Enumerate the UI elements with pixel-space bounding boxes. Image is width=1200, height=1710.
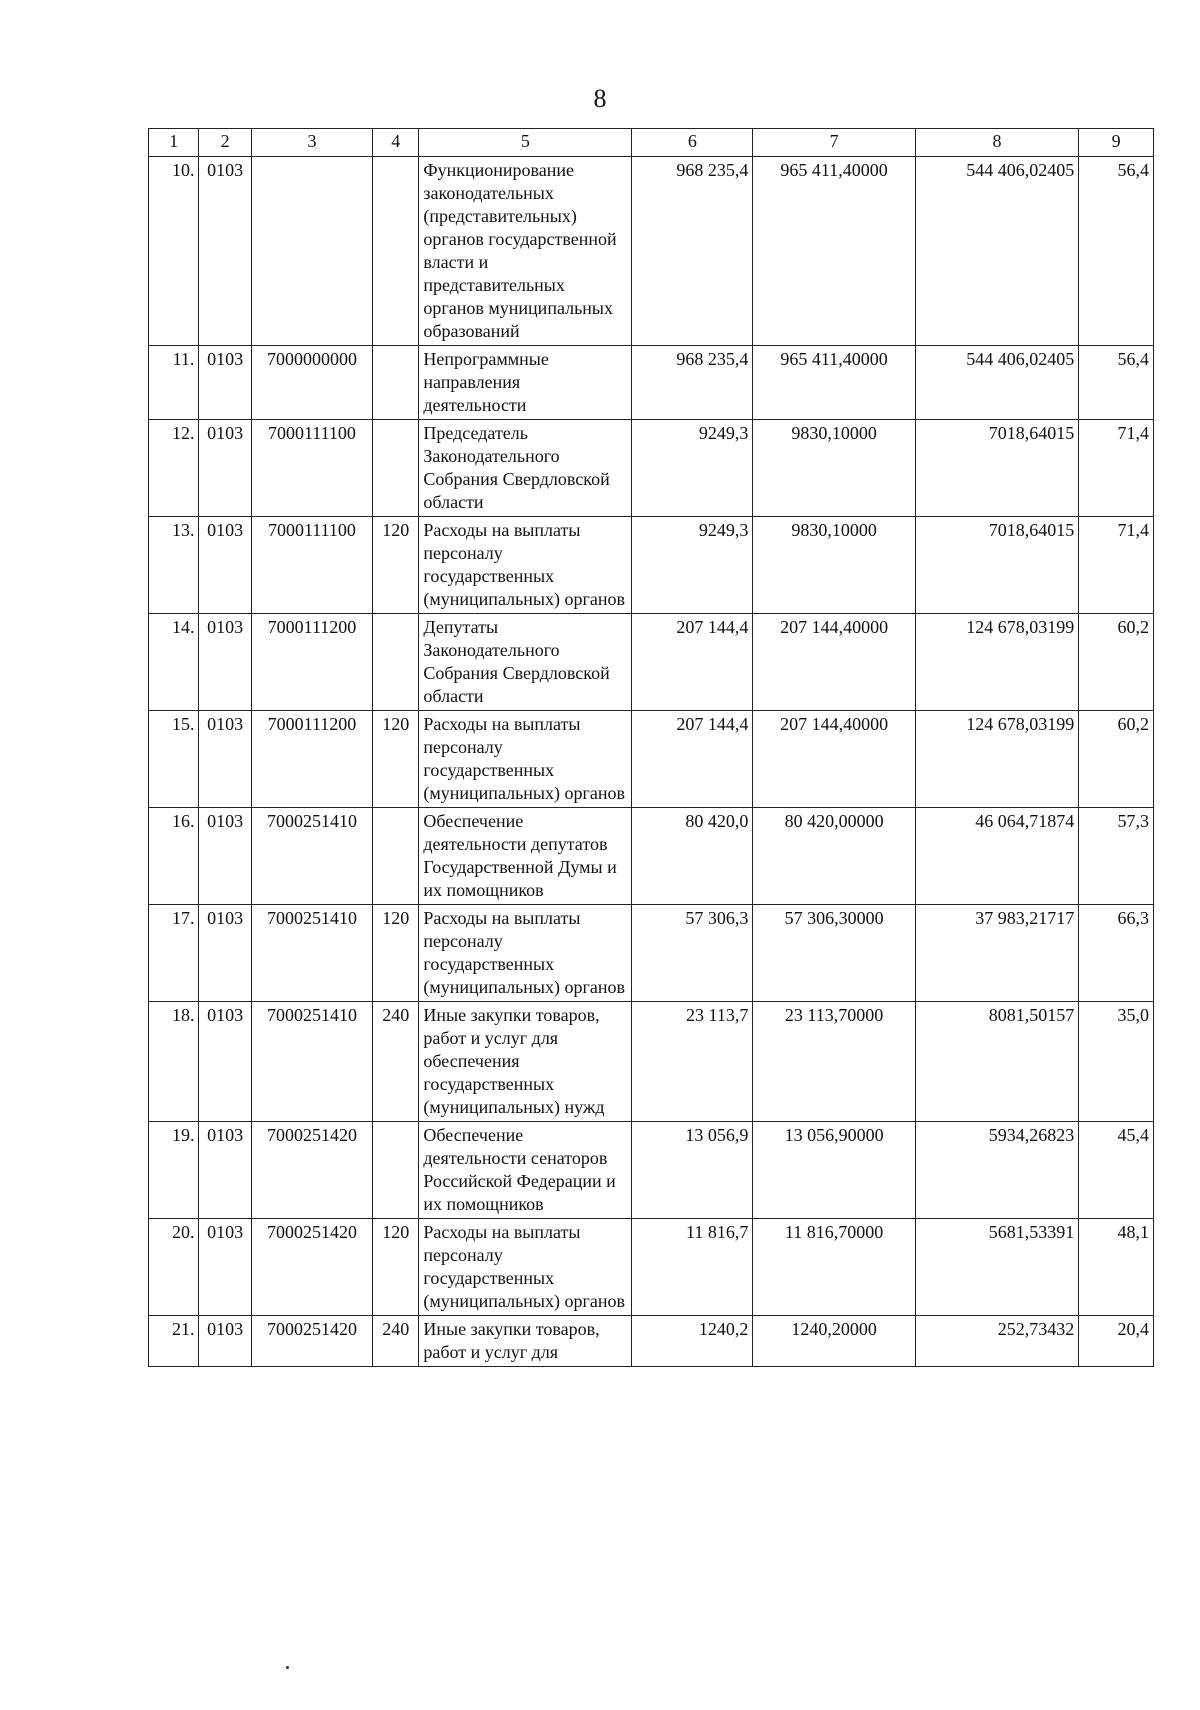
planned-amount: 13 056,90000 [753, 1122, 915, 1219]
target-article-code: 7000111100 [251, 420, 372, 517]
table-row [149, 808, 1154, 905]
column-header: 5 [419, 129, 632, 157]
column-header: 8 [915, 129, 1078, 157]
expense-type-code [372, 808, 418, 905]
expense-type-code: 120 [372, 1219, 418, 1316]
item-name: Обеспечение деятельности сенаторов Российской Федерации и их помощников [419, 1122, 632, 1219]
approved-amount: 23 113,7 [632, 1002, 753, 1122]
column-header: 9 [1079, 129, 1154, 157]
section-code: 0103 [199, 157, 251, 346]
approved-amount: 968 235,4 [632, 346, 753, 420]
row-number: 19. [149, 1122, 199, 1219]
executed-amount: 124 678,03199 [915, 711, 1078, 808]
row-number: 10. [149, 157, 199, 346]
column-header: 6 [632, 129, 753, 157]
planned-amount: 11 816,70000 [753, 1219, 915, 1316]
planned-amount: 1240,20000 [753, 1316, 915, 1367]
target-article-code: 7000111100 [251, 517, 372, 614]
executed-amount: 8081,50157 [915, 1002, 1078, 1122]
section-code: 0103 [199, 905, 251, 1002]
table-body [149, 157, 1154, 1367]
page-number: 8 [593, 84, 607, 113]
approved-amount: 207 144,4 [632, 614, 753, 711]
section-code: 0103 [199, 1122, 251, 1219]
executed-amount: 7018,64015 [915, 420, 1078, 517]
section-code: 0103 [199, 614, 251, 711]
table-row [149, 1219, 1154, 1316]
item-name: Председатель Законодательного Собрания Свердловской области [419, 420, 632, 517]
approved-amount: 57 306,3 [632, 905, 753, 1002]
executed-amount: 37 983,21717 [915, 905, 1078, 1002]
executed-amount: 5934,26823 [915, 1122, 1078, 1219]
planned-amount: 207 144,40000 [753, 711, 915, 808]
planned-amount: 9830,10000 [753, 420, 915, 517]
planned-amount: 57 306,30000 [753, 905, 915, 1002]
column-header: 3 [251, 129, 372, 157]
section-code: 0103 [199, 1219, 251, 1316]
table-row [149, 614, 1154, 711]
execution-percent: 56,4 [1079, 346, 1154, 420]
table-row [149, 517, 1154, 614]
column-header: 4 [372, 129, 418, 157]
executed-amount: 124 678,03199 [915, 614, 1078, 711]
expense-type-code [372, 157, 418, 346]
target-article-code: 7000251420 [251, 1316, 372, 1367]
approved-amount: 80 420,0 [632, 808, 753, 905]
table-row [149, 711, 1154, 808]
section-code: 0103 [199, 1316, 251, 1367]
section-code: 0103 [199, 808, 251, 905]
target-article-code: 7000251420 [251, 1122, 372, 1219]
approved-amount: 207 144,4 [632, 711, 753, 808]
execution-percent: 60,2 [1079, 711, 1154, 808]
planned-amount: 207 144,40000 [753, 614, 915, 711]
table-row [149, 420, 1154, 517]
column-header: 2 [199, 129, 251, 157]
row-number: 13. [149, 517, 199, 614]
expense-type-code [372, 614, 418, 711]
row-number: 15. [149, 711, 199, 808]
table-row [149, 1122, 1154, 1219]
approved-amount: 968 235,4 [632, 157, 753, 346]
target-article-code: 7000251410 [251, 808, 372, 905]
item-name: Непрограммные направления деятельности [419, 346, 632, 420]
target-article-code [251, 157, 372, 346]
approved-amount: 1240,2 [632, 1316, 753, 1367]
expense-type-code [372, 346, 418, 420]
budget-table [148, 128, 1154, 1367]
row-number: 21. [149, 1316, 199, 1367]
item-name: Расходы на выплаты персоналу государственных (муниципальных) органов [419, 517, 632, 614]
executed-amount: 7018,64015 [915, 517, 1078, 614]
section-code: 0103 [199, 711, 251, 808]
item-name: Расходы на выплаты персоналу государственных (муниципальных) органов [419, 905, 632, 1002]
planned-amount: 9830,10000 [753, 517, 915, 614]
row-number: 14. [149, 614, 199, 711]
target-article-code: 7000251410 [251, 1002, 372, 1122]
target-article-code: 7000000000 [251, 346, 372, 420]
execution-percent: 71,4 [1079, 517, 1154, 614]
table-row [149, 1316, 1154, 1367]
item-name: Иные закупки товаров, работ и услуг для обеспечения государственных (муниципальных) нужд [419, 1002, 632, 1122]
approved-amount: 11 816,7 [632, 1219, 753, 1316]
column-number-row [149, 129, 1154, 157]
expense-type-code [372, 1122, 418, 1219]
row-number: 17. [149, 905, 199, 1002]
target-article-code: 7000251420 [251, 1219, 372, 1316]
expense-type-code: 240 [372, 1316, 418, 1367]
approved-amount: 9249,3 [632, 420, 753, 517]
row-number: 12. [149, 420, 199, 517]
planned-amount: 965 411,40000 [753, 346, 915, 420]
target-article-code: 7000251410 [251, 905, 372, 1002]
execution-percent: 60,2 [1079, 614, 1154, 711]
execution-percent: 48,1 [1079, 1219, 1154, 1316]
expense-type-code: 120 [372, 711, 418, 808]
expense-type-code: 120 [372, 517, 418, 614]
expense-type-code: 120 [372, 905, 418, 1002]
execution-percent: 71,4 [1079, 420, 1154, 517]
planned-amount: 80 420,00000 [753, 808, 915, 905]
approved-amount: 13 056,9 [632, 1122, 753, 1219]
row-number: 20. [149, 1219, 199, 1316]
item-name: Расходы на выплаты персоналу государственных (муниципальных) органов [419, 711, 632, 808]
item-name: Иные закупки товаров, работ и услуг для [419, 1316, 632, 1367]
execution-percent: 56,4 [1079, 157, 1154, 346]
execution-percent: 45,4 [1079, 1122, 1154, 1219]
item-name: Обеспечение деятельности депутатов Государственной Думы и их помощников [419, 808, 632, 905]
executed-amount: 544 406,02405 [915, 157, 1078, 346]
table-row [149, 157, 1154, 346]
target-article-code: 7000111200 [251, 614, 372, 711]
execution-percent: 66,3 [1079, 905, 1154, 1002]
section-code: 0103 [199, 346, 251, 420]
column-header: 7 [753, 129, 915, 157]
target-article-code: 7000111200 [251, 711, 372, 808]
executed-amount: 544 406,02405 [915, 346, 1078, 420]
execution-percent: 20,4 [1079, 1316, 1154, 1367]
column-header: 1 [149, 129, 199, 157]
execution-percent: 35,0 [1079, 1002, 1154, 1122]
row-number: 11. [149, 346, 199, 420]
expense-type-code: 240 [372, 1002, 418, 1122]
section-code: 0103 [199, 1002, 251, 1122]
section-code: 0103 [199, 420, 251, 517]
execution-percent: 57,3 [1079, 808, 1154, 905]
row-number: 16. [149, 808, 199, 905]
table-row [149, 905, 1154, 1002]
planned-amount: 965 411,40000 [753, 157, 915, 346]
item-name: Депутаты Законодательного Собрания Свердловской области [419, 614, 632, 711]
approved-amount: 9249,3 [632, 517, 753, 614]
executed-amount: 46 064,71874 [915, 808, 1078, 905]
expense-type-code [372, 420, 418, 517]
executed-amount: 5681,53391 [915, 1219, 1078, 1316]
row-number: 18. [149, 1002, 199, 1122]
table-row [149, 346, 1154, 420]
item-name: Функционирование законодательных (представительных) органов государственной власти и представительных органов муниципальных образований [419, 157, 632, 346]
stray-dot [286, 1666, 289, 1669]
executed-amount: 252,73432 [915, 1316, 1078, 1367]
table-row [149, 1002, 1154, 1122]
section-code: 0103 [199, 517, 251, 614]
item-name: Расходы на выплаты персоналу государственных (муниципальных) органов [419, 1219, 632, 1316]
planned-amount: 23 113,70000 [753, 1002, 915, 1122]
table-header [149, 129, 1154, 157]
